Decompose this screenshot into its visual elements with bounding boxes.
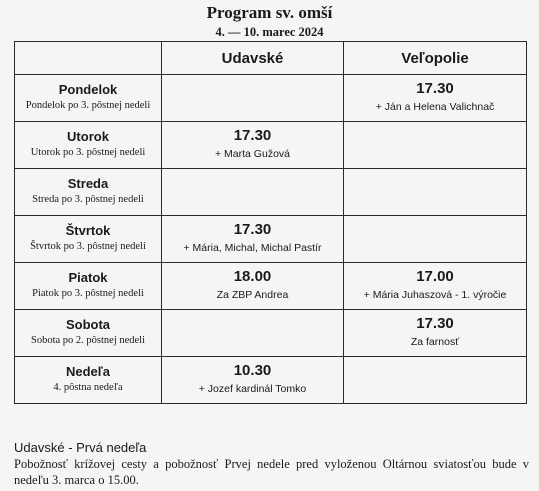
mass-time: 17.00 bbox=[416, 268, 454, 285]
day-name: Streda bbox=[67, 176, 109, 191]
day-cell bbox=[15, 357, 162, 404]
note-heading: Udavské - Prvá nedeľa bbox=[14, 440, 147, 455]
udavske-cell bbox=[162, 357, 344, 404]
mass-intention: + Mária Juhaszová - 1. výročie bbox=[363, 289, 507, 301]
velopolie-cell bbox=[344, 357, 527, 404]
velopolie-cell bbox=[344, 75, 527, 122]
mass-intention: + Marta Gužová bbox=[215, 148, 290, 160]
mass-intention: + Ján a Helena Valichnač bbox=[375, 101, 495, 113]
mass-time: 17.30 bbox=[416, 80, 454, 97]
day-subtitle: Streda po 3. pôstnej nedeli bbox=[32, 194, 144, 205]
day-name: Nedeľa bbox=[65, 364, 111, 379]
velopolie-cell bbox=[344, 216, 527, 263]
velopolie-cell bbox=[344, 310, 527, 357]
day-subtitle: Štvrtok po 3. pôstnej nedeli bbox=[30, 241, 146, 252]
day-cell bbox=[15, 122, 162, 169]
header-udavske: Udavské bbox=[162, 42, 344, 75]
mass-time: 17.30 bbox=[233, 127, 272, 144]
table-row bbox=[15, 216, 527, 263]
table-row bbox=[15, 310, 527, 357]
day-cell bbox=[15, 75, 162, 122]
page-title: Program sv. omší bbox=[206, 3, 333, 22]
note-body: Pobožnosť krížovej cesty a pobožnosť Prvej nedele pred vyloženou Oltárnou sviatosťou bude v nedeľu 3. marca o 15.00. bbox=[14, 457, 529, 487]
table-row bbox=[15, 75, 527, 122]
udavske-cell bbox=[162, 263, 344, 310]
table-row bbox=[15, 169, 527, 216]
day-subtitle: Piatok po 3. pôstnej nedeli bbox=[32, 288, 144, 299]
mass-intention: Za farnosť bbox=[410, 336, 460, 348]
mass-time: 10.30 bbox=[233, 362, 272, 379]
mass-intention: Za ZBP Andrea bbox=[216, 289, 289, 301]
table-row bbox=[15, 122, 527, 169]
velopolie-cell bbox=[344, 263, 527, 310]
udavske-cell bbox=[162, 310, 344, 357]
day-subtitle: Utorok po 3. pôstnej nedeli bbox=[30, 147, 146, 158]
table-header-row bbox=[15, 42, 527, 75]
day-cell bbox=[15, 263, 162, 310]
header-velopolie: Veľopolie bbox=[344, 42, 527, 75]
day-name: Piatok bbox=[68, 270, 108, 285]
udavske-cell bbox=[162, 216, 344, 263]
day-name: Sobota bbox=[65, 317, 111, 332]
velopolie-cell bbox=[344, 122, 527, 169]
mass-time: 17.30 bbox=[233, 221, 272, 238]
day-name: Utorok bbox=[67, 129, 109, 144]
day-cell bbox=[15, 216, 162, 263]
day-subtitle: 4. pôstna nedeľa bbox=[53, 382, 123, 393]
mass-intention: + Jozef kardinál Tomko bbox=[198, 383, 307, 395]
table-row bbox=[15, 263, 527, 310]
table-row bbox=[15, 357, 527, 404]
day-name: Štvrtok bbox=[65, 223, 111, 238]
header-day bbox=[15, 42, 162, 75]
udavske-cell bbox=[162, 122, 344, 169]
day-subtitle: Pondelok po 3. pôstnej nedeli bbox=[25, 100, 151, 111]
mass-schedule-table bbox=[14, 41, 527, 404]
mass-time: 17.30 bbox=[416, 315, 454, 332]
velopolie-cell bbox=[344, 169, 527, 216]
day-cell bbox=[15, 310, 162, 357]
day-subtitle: Sobota po 2. pôstnej nedeli bbox=[30, 335, 146, 346]
day-name: Pondelok bbox=[58, 82, 118, 97]
mass-time: 18.00 bbox=[233, 268, 272, 285]
date-range: 4. — 10. marec 2024 bbox=[215, 25, 324, 39]
day-cell bbox=[15, 169, 162, 216]
udavske-cell bbox=[162, 75, 344, 122]
mass-intention: + Mária, Michal, Michal Pastír bbox=[183, 242, 322, 254]
udavske-cell bbox=[162, 169, 344, 216]
